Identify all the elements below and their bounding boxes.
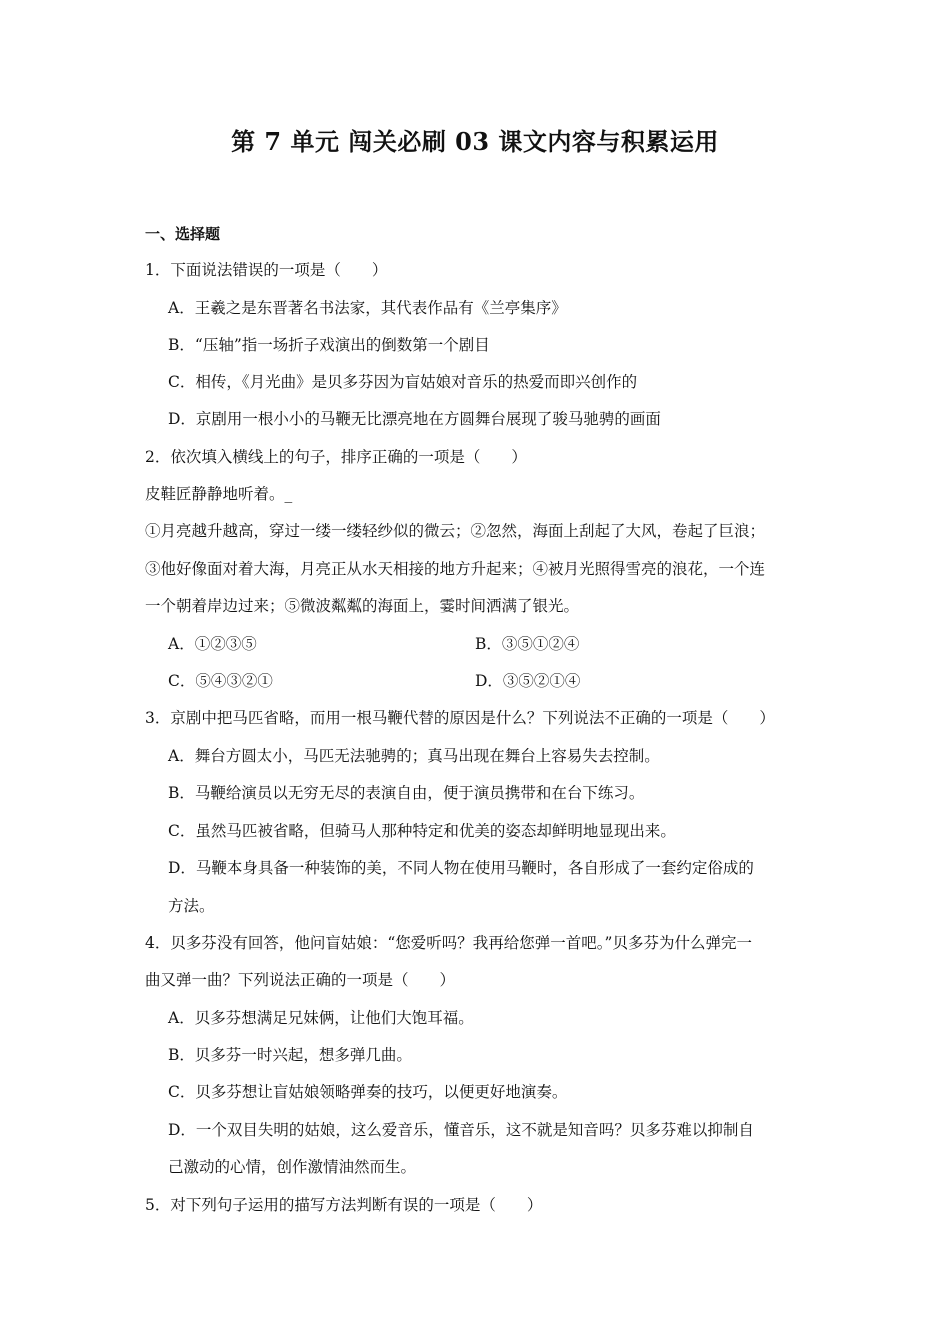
question-3-option-b[interactable]: B．马鞭给演员以无穷无尽的表演自由，便于演员携带和在台下练习。 (168, 784, 645, 802)
question-2-option-a[interactable]: A．①②③⑤ (168, 635, 257, 653)
question-2-option-d[interactable]: D．③⑤②①④ (475, 672, 581, 690)
question-3-option-c[interactable]: C．虽然马匹被省略，但骑马人那种特定和优美的姿态却鲜明地显现出来。 (168, 822, 676, 840)
question-1-option-b[interactable]: B．“压轴”指一场折子戏演出的倒数第一个剧目 (168, 336, 490, 354)
question-2-stem: 2．依次填入横线上的句子，排序正确的一项是（ ） (145, 448, 527, 466)
question-1-stem: 1．下面说法错误的一项是（ ） (145, 261, 388, 279)
question-4-option-c[interactable]: C．贝多芬想让盲姑娘领略弹奏的技巧，以便更好地演奏。 (168, 1083, 568, 1101)
question-3-option-a[interactable]: A．舞台方圆太小，马匹无法驰骋的；真马出现在舞台上容易失去控制。 (168, 747, 660, 765)
question-5-stem: 5．对下列句子运用的描写方法判断有误的一项是（ ） (145, 1196, 543, 1214)
question-2-passage-line: ③他好像面对着大海，月亮正从水天相接的地方升起来；④被月光照得雪亮的浪花，一个连 (145, 560, 766, 578)
question-2-option-b[interactable]: B．③⑤①②④ (475, 635, 580, 653)
question-4-option-a[interactable]: A．贝多芬想满足兄妹俩，让他们大饱耳福。 (168, 1009, 474, 1027)
question-4-option-d-continued: 己激动的心情，创作激情油然而生。 (168, 1158, 417, 1176)
question-4-stem: 4．贝多芬没有回答，他问盲姑娘：“您爱听吗？我再给您弹一首吧。”贝多芬为什么弹完一 (145, 934, 752, 952)
question-4-option-d[interactable]: D．一个双目失明的姑娘，这么爱音乐，懂音乐，这不就是知音吗？贝多芬难以抑制自 (168, 1121, 754, 1139)
question-2-passage-line: 一个朝着岸边过来；⑤微波粼粼的海面上，霎时间洒满了银光。 (145, 597, 580, 615)
question-4-option-b[interactable]: B．贝多芬一时兴起，想多弹几曲。 (168, 1046, 412, 1064)
page-title: 第 7 单元 闯关必刷 03 课文内容与积累运用 (231, 127, 719, 156)
question-2-option-c[interactable]: C．⑤④③②① (168, 672, 273, 690)
question-1-option-a[interactable]: A．王羲之是东晋著名书法家，其代表作品有《兰亭集序》 (168, 299, 567, 317)
question-3-stem: 3．京剧中把马匹省略，而用一根马鞭代替的原因是什么？下列说法不正确的一项是（ ） (145, 709, 775, 727)
question-3-option-d[interactable]: D．马鞭本身具备一种装饰的美，不同人物在使用马鞭时，各自形成了一套约定俗成的 (168, 859, 754, 877)
question-2-lead: 皮鞋匠静静地听着。_ (145, 485, 293, 503)
question-1-option-d[interactable]: D．京剧用一根小小的马鞭无比漂亮地在方圆舞台展现了骏马驰骋的画面 (168, 410, 661, 428)
question-2-passage-line: ①月亮越升越高，穿过一缕一缕轻纱似的微云；②忽然，海面上刮起了大风，卷起了巨浪； (145, 522, 766, 540)
section-heading: 一、选择题 (145, 225, 221, 243)
question-4-stem-continued: 曲又弹一曲？下列说法正确的一项是（ ） (145, 971, 456, 989)
question-1-option-c[interactable]: C．相传，《月光曲》是贝多芬因为盲姑娘对音乐的热爱而即兴创作的 (168, 373, 638, 391)
question-3-option-d-continued: 方法。 (168, 897, 215, 915)
